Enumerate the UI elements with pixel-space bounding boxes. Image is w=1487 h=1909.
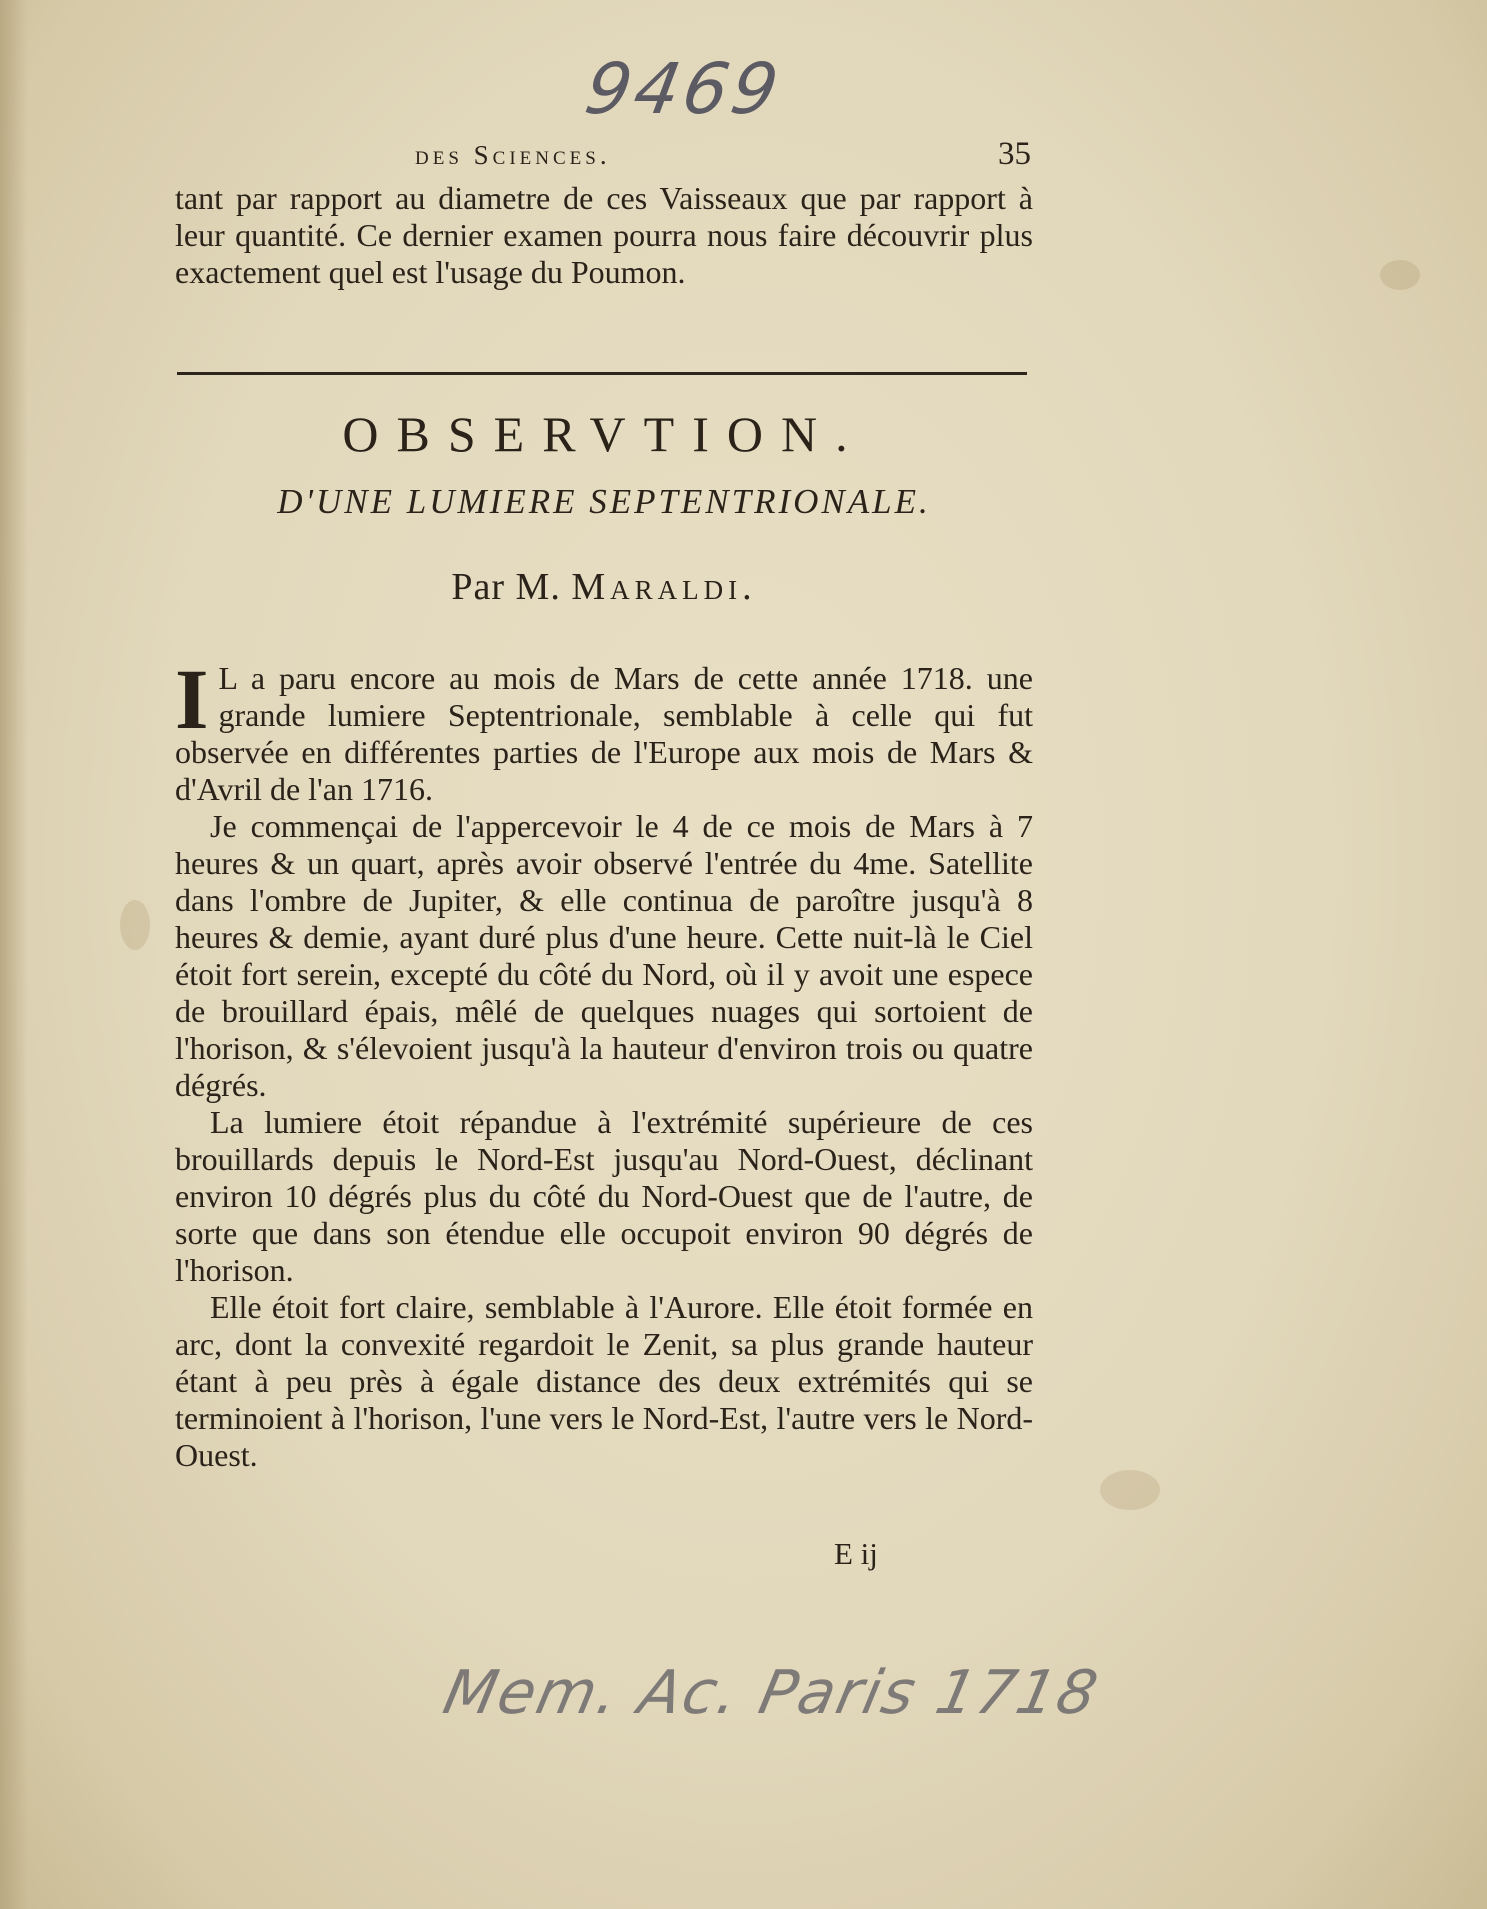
page-number: 35 — [998, 136, 1031, 172]
paragraph-1 — [175, 651, 1033, 808]
manuscript-number: 9469 — [579, 48, 788, 130]
section-rule — [177, 372, 1027, 375]
signature-mark: E ij — [834, 1536, 878, 1571]
article-title: OBSERVTION. — [342, 406, 866, 462]
paragraph-1-text: L a paru encore au mois de Mars de cette année 1718. une grande lumiere Septentrionale, semblable à celle qui fut observée en différentes parties de l'Europe aux mois de Mars & d'Avril de l'an 1716. — [175, 660, 1033, 807]
paper-stain — [1380, 260, 1420, 290]
paper-stain — [120, 900, 150, 950]
running-head-title: des Sciences. — [415, 140, 611, 170]
page-edge-shadow — [0, 0, 28, 1909]
carryover-paragraph: tant par rapport au diametre de ces Vaisseaux que par rapport à leur quantité. Ce dernier examen pourra nous faire découvrir plus exactement quel est l'usage du Poumon. — [175, 180, 1033, 290]
drop-cap: I — [175, 651, 209, 747]
author-name: Maraldi. — [571, 566, 757, 608]
article-author — [175, 565, 1033, 609]
pencil-annotation: Mem. Ac. Paris 1718 — [437, 1658, 1106, 1728]
paragraph-2: Je commençai de l'appercevoir le 4 de ce mois de Mars à 7 heures & un quart, après avoir observé l'entrée du 4me. Satellite dans l'ombre de Jupiter, & elle continua de paroître jusqu'à 8 heures & demie, ayant duré plus d'une heure. Cette nuit-là le Ciel étoit fort serein, excepté du côté du Nord, où il y avoit une espece de brouillard épais, mêlé de quelques nuages qui sortoient de l'horison, & s'élevoient jusqu'à la hauteur d'environ trois ou quatre dégrés. — [175, 808, 1033, 1103]
article-subtitle: D'UNE LUMIERE SEPTENTRIONALE. — [277, 482, 931, 521]
author-prefix: Par M. — [451, 566, 561, 608]
paper-stain — [1100, 1470, 1160, 1510]
paragraph-3: La lumiere étoit répandue à l'extrémité supérieure de ces brouillards depuis le Nord-Est jusqu'au Nord-Ouest, déclinant environ 10 dégrés plus du côté du Nord-Ouest que de l'autre, de sorte que dans son étendue elle occupoit environ 90 dégrés de l'horison. — [175, 1104, 1033, 1288]
paragraph-4: Elle étoit fort claire, semblable à l'Aurore. Elle étoit formée en arc, dont la convexité regardoit le Zenit, sa plus grande hauteur étant à peu près à égale distance des deux extrémités qui se terminoient à l'horison, l'une vers le Nord-Est, l'autre vers le Nord-Ouest. — [175, 1289, 1033, 1473]
article-body — [175, 651, 1033, 1474]
running-head — [175, 136, 1033, 184]
